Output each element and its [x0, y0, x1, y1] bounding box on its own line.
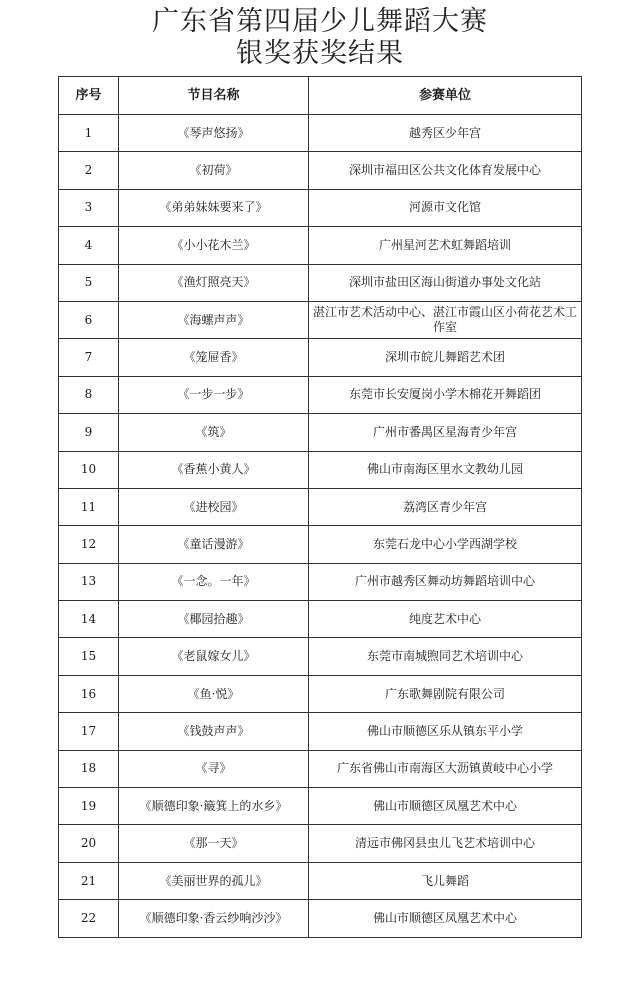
cell-participating-unit: 越秀区少年宫: [309, 115, 582, 152]
cell-number: 16: [59, 675, 119, 712]
cell-number: 20: [59, 825, 119, 862]
table-body: [59, 115, 582, 938]
table-row: [59, 488, 582, 525]
table-row: [59, 638, 582, 675]
cell-participating-unit: 深圳市皖儿舞蹈艺术团: [309, 339, 582, 376]
cell-participating-unit: 湛江市艺术活动中心、湛江市霞山区小荷花艺术工作室: [309, 301, 582, 338]
cell-program-name: 《老鼠嫁女儿》: [119, 638, 309, 675]
cell-number: 21: [59, 862, 119, 899]
header-number: 序号: [59, 77, 119, 115]
cell-participating-unit: 广州星河艺术虹舞蹈培训: [309, 227, 582, 264]
table-row: [59, 414, 582, 451]
table-row: [59, 189, 582, 226]
cell-participating-unit: 佛山市南海区里水文教幼儿园: [309, 451, 582, 488]
cell-program-name: 《那一天》: [119, 825, 309, 862]
table-row: [59, 264, 582, 301]
cell-participating-unit: 东莞市南城煦同艺术培训中心: [309, 638, 582, 675]
cell-program-name: 《顺德印象·簸箕上的水乡》: [119, 788, 309, 825]
cell-number: 15: [59, 638, 119, 675]
cell-participating-unit: 广东省佛山市南海区大沥镇黄岐中心小学: [309, 750, 582, 787]
cell-participating-unit: 深圳市福田区公共文化体育发展中心: [309, 152, 582, 189]
cell-program-name: 《一念。一年》: [119, 563, 309, 600]
cell-participating-unit: 广州市番禺区星海青少年宫: [309, 414, 582, 451]
cell-number: 19: [59, 788, 119, 825]
cell-participating-unit: 佛山市顺德区凤凰艺术中心: [309, 900, 582, 937]
cell-program-name: 《寻》: [119, 750, 309, 787]
cell-program-name: 《筑》: [119, 414, 309, 451]
cell-participating-unit: 清远市佛冈县虫儿飞艺术培训中心: [309, 825, 582, 862]
cell-program-name: 《钱鼓声声》: [119, 713, 309, 750]
cell-program-name: 《渔灯照亮天》: [119, 264, 309, 301]
cell-number: 18: [59, 750, 119, 787]
cell-number: 5: [59, 264, 119, 301]
cell-number: 2: [59, 152, 119, 189]
cell-program-name: 《琴声悠扬》: [119, 115, 309, 152]
cell-participating-unit: 佛山市顺德区乐从镇东平小学: [309, 713, 582, 750]
cell-number: 6: [59, 301, 119, 338]
cell-participating-unit: 东莞市长安厦岗小学木棉花开舞蹈团: [309, 376, 582, 413]
cell-number: 12: [59, 526, 119, 563]
cell-program-name: 《鱼·悦》: [119, 675, 309, 712]
cell-program-name: 《美丽世界的孤儿》: [119, 862, 309, 899]
table-row: [59, 675, 582, 712]
table-row: [59, 900, 582, 937]
table-row: [59, 152, 582, 189]
cell-number: 3: [59, 189, 119, 226]
cell-number: 1: [59, 115, 119, 152]
table-row: [59, 526, 582, 563]
cell-program-name: 《一步一步》: [119, 376, 309, 413]
page-subtitle: 银奖获奖结果: [236, 38, 404, 69]
cell-number: 8: [59, 376, 119, 413]
table-row: [59, 301, 582, 338]
cell-participating-unit: 河源市文化馆: [309, 189, 582, 226]
header-participating-unit: 参赛单位: [309, 77, 582, 115]
cell-program-name: 《初荷》: [119, 152, 309, 189]
table-row: [59, 750, 582, 787]
table-row: [59, 788, 582, 825]
cell-number: 10: [59, 451, 119, 488]
cell-participating-unit: 纯度艺术中心: [309, 601, 582, 638]
cell-program-name: 《顺德印象·香云纱响沙沙》: [119, 900, 309, 937]
cell-program-name: 《童话漫游》: [119, 526, 309, 563]
cell-participating-unit: 荔湾区青少年宫: [309, 488, 582, 525]
cell-number: 13: [59, 563, 119, 600]
table-row: [59, 825, 582, 862]
cell-participating-unit: 广州市越秀区舞动坊舞蹈培训中心: [309, 563, 582, 600]
table-row: [59, 376, 582, 413]
table-row: [59, 563, 582, 600]
table-row: [59, 227, 582, 264]
cell-program-name: 《进校园》: [119, 488, 309, 525]
table-row: [59, 339, 582, 376]
cell-participating-unit: 深圳市盐田区海山街道办事处文化站: [309, 264, 582, 301]
table-row: [59, 862, 582, 899]
cell-program-name: 《香蕉小黄人》: [119, 451, 309, 488]
table-header-row: [59, 77, 582, 115]
cell-participating-unit: 东莞石龙中心小学西湖学校: [309, 526, 582, 563]
cell-number: 11: [59, 488, 119, 525]
table-row: [59, 451, 582, 488]
cell-participating-unit: 佛山市顺德区凤凰艺术中心: [309, 788, 582, 825]
table-row: [59, 713, 582, 750]
cell-program-name: 《海螺声声》: [119, 301, 309, 338]
page-title: 广东省第四届少儿舞蹈大赛: [152, 6, 488, 37]
cell-program-name: 《笼屉香》: [119, 339, 309, 376]
cell-number: 17: [59, 713, 119, 750]
cell-number: 14: [59, 601, 119, 638]
header-program-name: 节目名称: [119, 77, 309, 115]
cell-number: 4: [59, 227, 119, 264]
table-row: [59, 115, 582, 152]
cell-participating-unit: 飞儿舞蹈: [309, 862, 582, 899]
table-row: [59, 601, 582, 638]
cell-number: 7: [59, 339, 119, 376]
cell-participating-unit: 广东歌舞剧院有限公司: [309, 675, 582, 712]
cell-program-name: 《弟弟妹妹要来了》: [119, 189, 309, 226]
cell-number: 22: [59, 900, 119, 937]
cell-program-name: 《椰园拾趣》: [119, 601, 309, 638]
cell-program-name: 《小小花木兰》: [119, 227, 309, 264]
results-table: [58, 76, 582, 938]
cell-number: 9: [59, 414, 119, 451]
